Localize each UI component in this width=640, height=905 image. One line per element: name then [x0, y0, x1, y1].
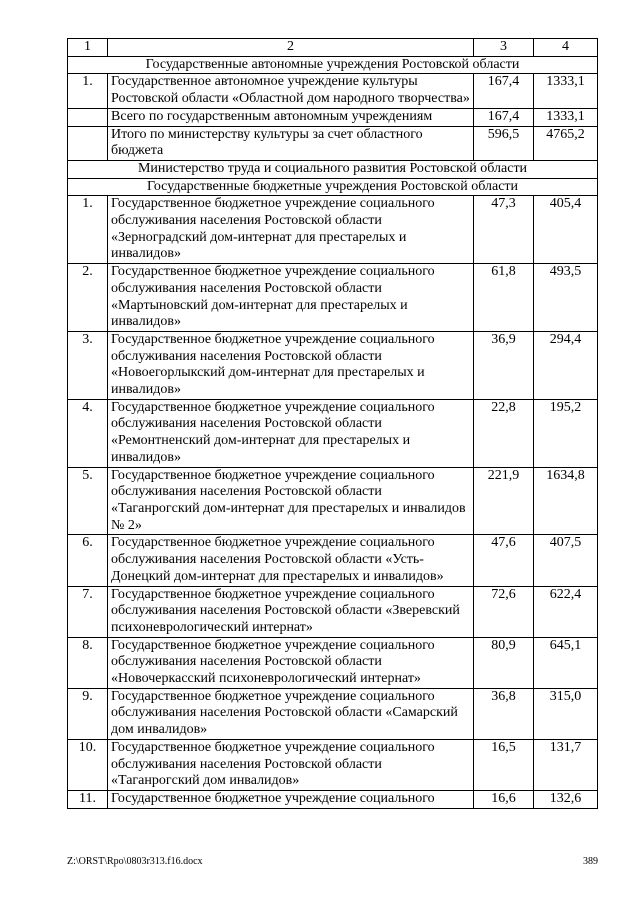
table-row	[68, 74, 598, 108]
table-row	[68, 331, 598, 399]
value-col4: 407,5	[534, 535, 598, 586]
value-col4: 405,4	[534, 196, 598, 264]
row-number: 8.	[68, 637, 108, 688]
column-number: 4	[534, 39, 598, 57]
row-number: 1.	[68, 74, 108, 108]
section-title: Государственные автономные учреждения Ростовской области	[68, 56, 598, 74]
institution-name: Государственное бюджетное учреждение социального обслуживания населения Ростовской области «Самарский дом инвалидов»	[108, 688, 474, 739]
value-col3: 36,8	[474, 688, 534, 739]
value-col3: 16,6	[474, 790, 534, 808]
row-number	[68, 108, 108, 126]
value-col4: 645,1	[534, 637, 598, 688]
table-row	[68, 535, 598, 586]
row-number: 11.	[68, 790, 108, 808]
value-col4: 132,6	[534, 790, 598, 808]
row-number: 4.	[68, 399, 108, 467]
table-row	[68, 399, 598, 467]
value-col4: 131,7	[534, 739, 598, 790]
row-number: 2.	[68, 264, 108, 332]
value-col4: 1634,8	[534, 467, 598, 535]
value-col3: 36,9	[474, 331, 534, 399]
value-col3: 47,6	[474, 535, 534, 586]
value-col3: 16,5	[474, 739, 534, 790]
institution-name: Государственное бюджетное учреждение социального обслуживания населения Ростовской области «Таганрогский дом-интернат для престарелых и инвалидов № 2»	[108, 467, 474, 535]
row-number: 5.	[68, 467, 108, 535]
section-title: Государственные бюджетные учреждения Ростовской области	[68, 178, 598, 196]
value-col4: 1333,1	[534, 108, 598, 126]
table-row	[68, 637, 598, 688]
value-col3: 221,9	[474, 467, 534, 535]
value-col3: 167,4	[474, 108, 534, 126]
section-header-row	[68, 56, 598, 74]
value-col3: 596,5	[474, 126, 534, 160]
section-header-row	[68, 178, 598, 196]
table-row	[68, 790, 598, 808]
value-col4: 195,2	[534, 399, 598, 467]
institution-name: Государственное бюджетное учреждение социального обслуживания населения Ростовской области «Усть-Донецкий дом-интернат для престарелых и инвалидов»	[108, 535, 474, 586]
value-col4: 622,4	[534, 586, 598, 637]
table-row	[68, 196, 598, 264]
institution-name: Всего по государственным автономным учреждениям	[108, 108, 474, 126]
budget-table	[67, 38, 598, 809]
value-col3: 72,6	[474, 586, 534, 637]
institution-name: Государственное автономное учреждение культуры Ростовской области «Областной дом народного творчества»	[108, 74, 474, 108]
table-row	[68, 688, 598, 739]
section-header-row	[68, 160, 598, 178]
value-col3: 167,4	[474, 74, 534, 108]
row-number: 1.	[68, 196, 108, 264]
institution-name: Государственное бюджетное учреждение социального обслуживания населения Ростовской области «Новочеркасский психоневрологический интернат»	[108, 637, 474, 688]
institution-name: Государственное бюджетное учреждение социального	[108, 790, 474, 808]
value-col3: 47,3	[474, 196, 534, 264]
table-row	[68, 126, 598, 160]
column-number: 1	[68, 39, 108, 57]
institution-name: Государственное бюджетное учреждение социального обслуживания населения Ростовской области «Мартыновский дом-интернат для престарелых и инвалидов»	[108, 264, 474, 332]
row-number	[68, 126, 108, 160]
table-row	[68, 108, 598, 126]
table-row	[68, 586, 598, 637]
institution-name: Государственное бюджетное учреждение социального обслуживания населения Ростовской области «Таганрогский дом инвалидов»	[108, 739, 474, 790]
value-col4: 493,5	[534, 264, 598, 332]
institution-name: Государственное бюджетное учреждение социального обслуживания населения Ростовской области «Новоегорлыкский дом-интернат для престарелых и инвалидов»	[108, 331, 474, 399]
column-number: 2	[108, 39, 474, 57]
row-number: 9.	[68, 688, 108, 739]
table-row	[68, 467, 598, 535]
institution-name: Государственное бюджетное учреждение социального обслуживания населения Ростовской области «Зерноградский дом-интернат для престарелых и инвалидов»	[108, 196, 474, 264]
value-col4: 294,4	[534, 331, 598, 399]
value-col3: 80,9	[474, 637, 534, 688]
row-number: 6.	[68, 535, 108, 586]
footer-page-number: 389	[583, 856, 598, 867]
row-number: 10.	[68, 739, 108, 790]
value-col4: 1333,1	[534, 74, 598, 108]
value-col4: 315,0	[534, 688, 598, 739]
institution-name: Государственное бюджетное учреждение социального обслуживания населения Ростовской области «Зверевский психоневрологический интернат»	[108, 586, 474, 637]
footer-file-path: Z:\ORST\Rpo\0803r313.f16.docx	[67, 856, 203, 867]
value-col3: 22,8	[474, 399, 534, 467]
table-row	[68, 739, 598, 790]
institution-name: Итого по министерству культуры за счет областного бюджета	[108, 126, 474, 160]
table-body	[68, 56, 598, 808]
column-number: 3	[474, 39, 534, 57]
section-title: Министерство труда и социального развития Ростовской области	[68, 160, 598, 178]
row-number: 3.	[68, 331, 108, 399]
row-number: 7.	[68, 586, 108, 637]
value-col3: 61,8	[474, 264, 534, 332]
institution-name: Государственное бюджетное учреждение социального обслуживания населения Ростовской области «Ремонтненский дом-интернат для престарелых и инвалидов»	[108, 399, 474, 467]
column-number-row	[68, 39, 598, 57]
value-col4: 4765,2	[534, 126, 598, 160]
table-row	[68, 264, 598, 332]
